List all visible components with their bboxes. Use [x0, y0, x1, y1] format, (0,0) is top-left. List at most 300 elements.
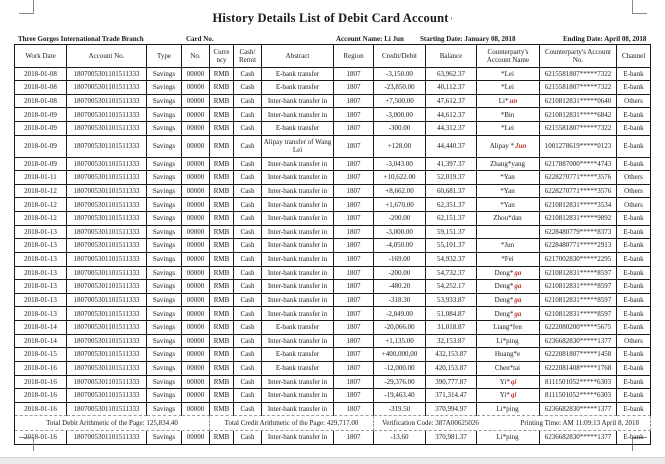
cell-cash-remit: Cash [234, 403, 262, 417]
red-annotation: qi [510, 377, 517, 386]
col-counterparty-account: Counterparty's Account No. [540, 45, 617, 68]
cell-counterparty-name: Li*ping [477, 335, 540, 349]
table-row [15, 158, 651, 172]
cell-type: Savings [147, 348, 182, 362]
cell-type: Savings [147, 431, 182, 445]
col-credit-debit: Credit/Debit [374, 45, 426, 68]
cell-balance: 47,612.37 [426, 95, 477, 109]
cell-work-date: 2018-01-15 [15, 348, 67, 362]
cell-counterparty-name: Huang*e [477, 348, 540, 362]
cell-currency: RMB [210, 321, 234, 335]
cell-cash-remit: Cash [234, 198, 262, 212]
table-row [15, 376, 651, 390]
cell-counterparty-account: 6228480771*****2913 [540, 239, 617, 253]
cell-account-no: 1807005301101511333 [67, 253, 147, 267]
cell-cash-remit: Cash [234, 376, 262, 390]
cell-currency: RMB [210, 212, 234, 226]
table-row [15, 122, 651, 136]
cell-cash-remit: Cash [234, 280, 262, 294]
table-row [15, 294, 651, 308]
cell-currency: RMB [210, 294, 234, 308]
cell-abstract: Inter-bank transfer in [262, 431, 334, 445]
cell-type: Savings [147, 95, 182, 109]
cell-account-no: 1807005301101511333 [67, 294, 147, 308]
cell-credit-debit: -480.20 [374, 280, 426, 294]
cell-counterparty-name: Alipay *Jun [477, 136, 540, 158]
card-no-label: Card No. [186, 35, 214, 43]
cell-work-date: 2018-01-13 [15, 267, 67, 281]
cell-credit-debit: +400,000,00 [374, 348, 426, 362]
cell-balance: 432,153.87 [426, 348, 477, 362]
cell-balance: 52,019.37 [426, 171, 477, 185]
cell-currency: RMB [210, 136, 234, 158]
cell-account-no: 1807005301101511333 [67, 307, 147, 321]
page-title: History Details List of Debit Card Account ı [0, 11, 665, 26]
cell-credit-debit: -19,463.40 [374, 389, 426, 403]
cell-account-no: 1807005301101511333 [67, 108, 147, 122]
cell-credit-debit: +8,662.00 [374, 185, 426, 199]
cell-account-no: 1807005301101511333 [67, 267, 147, 281]
cell-balance: 371,314.47 [426, 389, 477, 403]
cell-counterparty-name: Deng*ga [477, 307, 540, 321]
table-row [15, 321, 651, 335]
cell-no: 00000 [182, 239, 210, 253]
cell-region: 1807 [334, 376, 374, 390]
cell-no: 00000 [182, 376, 210, 390]
table-row [15, 136, 651, 158]
cell-cash-remit: Cash [234, 122, 262, 136]
cell-currency: RMB [210, 307, 234, 321]
red-annotation: ga [514, 282, 522, 291]
cell-credit-debit: +7,500.00 [374, 95, 426, 109]
cell-type: Savings [147, 158, 182, 172]
cell-no: 00000 [182, 68, 210, 82]
cell-region: 1807 [334, 362, 374, 376]
cell-credit-debit: -200.00 [374, 212, 426, 226]
cell-balance: 44,440.37 [426, 136, 477, 158]
col-cash-remit: Cash/ Remit [234, 45, 262, 68]
cell-no: 00000 [182, 321, 210, 335]
cell-channel: E-bank ı [617, 253, 651, 267]
text-boundary-corner-icon [19, 437, 34, 451]
cell-channel: E-bank ı [617, 280, 651, 294]
cell-account-no: 1807005301101511333 [67, 362, 147, 376]
cell-currency: RMB [210, 171, 234, 185]
cell-no: 00000 [182, 136, 210, 158]
red-annotation: ga [514, 295, 522, 304]
cell-balance: 54,252.17 [426, 280, 477, 294]
cell-abstract: Inter-bank transfer in [262, 294, 334, 308]
cell-account-no: 1807005301101511333 [67, 335, 147, 349]
cell-region: 1807 [334, 122, 374, 136]
cell-account-no: 1807005301101511333 [67, 226, 147, 240]
cell-counterparty-name: *Fei [477, 253, 540, 267]
cell-type: Savings [147, 81, 182, 95]
cell-channel: E-bank ı [617, 403, 651, 417]
cell-counterparty-name: Li*ping [477, 403, 540, 417]
cell-balance: 31,018.87 [426, 321, 477, 335]
cell-abstract: Inter-bank transfer in [262, 212, 334, 226]
cell-work-date: 2018-01-13 [15, 226, 67, 240]
cell-channel: E-bank ı [617, 362, 651, 376]
table-row [15, 335, 651, 349]
cell-currency: RMB [210, 122, 234, 136]
cell-counterparty-name: *Yan [477, 198, 540, 212]
cell-work-date: 2018-01-09 [15, 158, 67, 172]
table-row [15, 81, 651, 95]
cell-channel: E-bank ı [617, 122, 651, 136]
cell-no: 00000 [182, 389, 210, 403]
cell-work-date: 2018-01-12 [15, 185, 67, 199]
cell-counterparty-name: *Lei [477, 68, 540, 82]
cell-no: 00000 [182, 171, 210, 185]
cell-counterparty-name: Zhou*dan [477, 212, 540, 226]
cell-currency: RMB [210, 68, 234, 82]
account-name: Account Name: Li Jun [336, 35, 404, 43]
cell-currency: RMB [210, 389, 234, 403]
cell-channel: E-bank ı [617, 321, 651, 335]
cell-credit-debit: -3,150.00 [374, 68, 426, 82]
red-annotation: ga [514, 268, 522, 277]
ending-date: Ending Date: April 08, 2018 [563, 35, 647, 43]
cell-cash-remit: Cash [234, 348, 262, 362]
cell-region: 1807 [334, 108, 374, 122]
cell-counterparty-account: 6222080200*****5675 [540, 321, 617, 335]
red-annotation: Jun [515, 141, 527, 150]
cell-counterparty-account: 6215581807*****7322 [540, 68, 617, 82]
cell-no: 00000 [182, 403, 210, 417]
cell-abstract: Inter-bank transfer in [262, 253, 334, 267]
cell-currency: RMB [210, 185, 234, 199]
cell-balance: 40,112.37 [426, 81, 477, 95]
table-row [15, 431, 651, 445]
cell-cash-remit: Cash [234, 239, 262, 253]
cell-balance: 32,153.87 [426, 335, 477, 349]
cell-cash-remit: Cash [234, 253, 262, 267]
cell-counterparty-account: 1001278619*****0123 [540, 136, 617, 158]
table-row [15, 307, 651, 321]
red-annotation: un [509, 96, 518, 105]
printing-time: Printing Time: AM 11:09:13 April 8, 2018 [520, 419, 639, 428]
table-row [15, 267, 651, 281]
cell-cash-remit: Cash [234, 307, 262, 321]
cell-channel: E-bank ı [617, 431, 651, 445]
cell-account-no: 1807005301101511333 [67, 376, 147, 390]
cell-counterparty-account: 6236682830*****1377 [540, 431, 617, 445]
cell-balance: 53,933.87 [426, 294, 477, 308]
cell-channel: Others ı [617, 171, 651, 185]
cell-region: 1807 [334, 307, 374, 321]
cell-credit-debit: +1,670.00 [374, 198, 426, 212]
cell-cash-remit: Cash [234, 68, 262, 82]
cell-no: 00000 [182, 280, 210, 294]
cell-type: Savings [147, 307, 182, 321]
cell-account-no: 1807005301101511333 [67, 95, 147, 109]
cell-type: Savings [147, 198, 182, 212]
branch-name: Three Gorges International Trade Branch [18, 35, 144, 43]
cell-work-date: 2018-01-09 [15, 122, 67, 136]
cell-abstract: E-bank transfer [262, 362, 334, 376]
cell-balance: 55,101.37 [426, 239, 477, 253]
cell-type: Savings [147, 68, 182, 82]
cell-counterparty-account: 6228480779*****8373 [540, 226, 617, 240]
verification-code: Verification Code: 387A00625026 [382, 419, 479, 428]
cell-no: 00000 [182, 226, 210, 240]
page-totals-row [15, 416, 651, 431]
cell-region: 1807 [334, 81, 374, 95]
cell-abstract: E-bank transfer [262, 122, 334, 136]
cell-counterparty-name: Deng*ga [477, 294, 540, 308]
cell-account-no: 1807005301101511333 [67, 348, 147, 362]
cell-counterparty-account: 6236682830*****1377 [540, 335, 617, 349]
cell-currency: RMB [210, 431, 234, 445]
cell-cash-remit: Cash [234, 294, 262, 308]
cell-counterparty-account: 6210812831*****0640 [540, 95, 617, 109]
cell-region: 1807 [334, 389, 374, 403]
cell-abstract: Inter-bank transfer in [262, 95, 334, 109]
cell-counterparty-name: *Yan [477, 171, 540, 185]
statement-meta [0, 31, 665, 44]
cell-cash-remit: Cash [234, 95, 262, 109]
cell-account-no: 1807005301101511333 [67, 280, 147, 294]
red-annotation: qi [510, 391, 517, 400]
cell-work-date: 2018-01-16 [15, 403, 67, 417]
cell-work-date: 2018-01-16 [15, 362, 67, 376]
table-row [15, 239, 651, 253]
cell-type: Savings [147, 376, 182, 390]
cell-type: Savings [147, 403, 182, 417]
cell-channel: Others ı [617, 198, 651, 212]
cell-abstract: Inter-bank transfer in [262, 198, 334, 212]
cell-work-date: 2018-01-13 [15, 280, 67, 294]
cell-cash-remit: Cash [234, 185, 262, 199]
cell-counterparty-account: 6228270771*****3576 [540, 171, 617, 185]
cell-credit-debit: -169.00 [374, 253, 426, 267]
cell-channel: E-bank ı [617, 81, 651, 95]
header-row [15, 45, 651, 68]
cell-credit-debit: -12,000.00 [374, 362, 426, 376]
cell-no: 00000 [182, 307, 210, 321]
cell-currency: RMB [210, 95, 234, 109]
cell-work-date: 2018-01-12 [15, 198, 67, 212]
cell-region: 1807 [334, 294, 374, 308]
cell-abstract: Inter-bank transfer in [262, 108, 334, 122]
cell-currency: RMB [210, 362, 234, 376]
table-row [15, 198, 651, 212]
cell-channel: E-bank ı [617, 158, 651, 172]
cell-counterparty-name: Deng*ga [477, 267, 540, 281]
cell-counterparty-account: 6222081408*****1768 [540, 362, 617, 376]
cell-counterparty-account: 6228270771*****3576 [540, 185, 617, 199]
cell-no: 00000 [182, 198, 210, 212]
cell-no: 00000 [182, 267, 210, 281]
col-abstract: Abstract [262, 45, 334, 68]
cell-currency: RMB [210, 81, 234, 95]
cell-counterparty-name: Li*un [477, 95, 540, 109]
cell-no: 00000 [182, 253, 210, 267]
cell-currency: RMB [210, 253, 234, 267]
col-account-no: Account No. [67, 45, 147, 68]
cell-work-date: 2018-01-08 [15, 81, 67, 95]
cell-abstract: Inter-bank transfer in [262, 158, 334, 172]
table-row [15, 68, 651, 82]
total-credit: Total Credit Arithmetic of the Page: 429,717.00 [210, 416, 374, 431]
table-row [15, 226, 651, 240]
cell-balance: 60,681.37 [426, 185, 477, 199]
cell-balance: 44,612.37 [426, 108, 477, 122]
cell-counterparty-name: Yi*qi [477, 376, 540, 390]
cell-cash-remit: Cash [234, 108, 262, 122]
cell-balance: 54,732.37 [426, 267, 477, 281]
cell-account-no: 1807005301101511333 [67, 185, 147, 199]
cell-balance: 63,962.37 [426, 68, 477, 82]
cell-region: 1807 [334, 68, 374, 82]
cell-counterparty-name: Liang*fen [477, 321, 540, 335]
cell-region: 1807 [334, 171, 374, 185]
cell-account-no: 1807005301101511333 [67, 239, 147, 253]
cell-counterparty-account: 6215581807*****7322 [540, 122, 617, 136]
cell-counterparty-account: 6217887000*****4743 [540, 158, 617, 172]
cell-counterparty-account: 6210812831*****8597 [540, 267, 617, 281]
cell-currency: RMB [210, 226, 234, 240]
cell-account-no: 1807005301101511333 [67, 158, 147, 172]
cell-counterparty-account: 6236682830*****1377 [540, 403, 617, 417]
cell-credit-debit: -318.30 [374, 294, 426, 308]
cell-counterparty-account: 8111501052*****6303 [540, 376, 617, 390]
cell-credit-debit: -319.50 [374, 403, 426, 417]
cell-credit-debit: -20,066.00 [374, 321, 426, 335]
cell-counterparty-account: 6210812831*****8597 [540, 280, 617, 294]
cell-abstract: Inter-bank transfer in [262, 185, 334, 199]
cell-account-no: 1807005301101511333 [67, 212, 147, 226]
cell-account-no: 1807005301101511333 [67, 389, 147, 403]
cell-channel: E-bank ı [617, 68, 651, 82]
cell-credit-debit: -3,043.00 [374, 158, 426, 172]
cell-counterparty-account: 8111501052*****6303 [540, 389, 617, 403]
cell-channel: E-bank ı [617, 294, 651, 308]
cell-channel: E-bank ı [617, 239, 651, 253]
cell-counterparty-name: Li*ping [477, 431, 540, 445]
cell-balance: 41,397.37 [426, 158, 477, 172]
col-currency: Curre ncy [210, 45, 234, 68]
cell-no: 00000 [182, 362, 210, 376]
table-row [15, 95, 651, 109]
cell-region: 1807 [334, 239, 374, 253]
cell-counterparty-name: Deng*ga [477, 280, 540, 294]
col-balance: Balance [426, 45, 477, 68]
cell-channel: Others ı [617, 335, 651, 349]
cell-cash-remit: Cash [234, 431, 262, 445]
cell-no: 00000 [182, 335, 210, 349]
cell-work-date: 2018-01-12 [15, 212, 67, 226]
cell-account-no: 1807005301101511333 [67, 171, 147, 185]
col-channel: Channel ı [617, 45, 651, 68]
cell-account-no: 1807005301101511333 [67, 431, 147, 445]
cell-abstract: E-bank transfer [262, 81, 334, 95]
cell-type: Savings [147, 362, 182, 376]
cell-abstract: E-bank transfer [262, 348, 334, 362]
cell-no: 00000 [182, 212, 210, 226]
cell-region: 1807 [334, 136, 374, 158]
cell-no: 00000 [182, 95, 210, 109]
table-row [15, 171, 651, 185]
cell-abstract: Inter-bank transfer in [262, 226, 334, 240]
cell-currency: RMB [210, 267, 234, 281]
cell-work-date: 2018-01-09 [15, 136, 67, 158]
history-table [14, 44, 651, 445]
cell-type: Savings [147, 226, 182, 240]
cell-balance: 54,932.37 [426, 253, 477, 267]
cell-balance: 390,777.87 [426, 376, 477, 390]
cell-counterparty-name: Chen*tai [477, 362, 540, 376]
cell-type: Savings [147, 122, 182, 136]
cell-channel: Others ı [617, 185, 651, 199]
cell-credit-debit: -29,376.00 [374, 376, 426, 390]
cell-abstract: Inter-bank transfer in [262, 239, 334, 253]
cell-counterparty-account: 6210812831*****9892 [540, 212, 617, 226]
cell-currency: RMB [210, 198, 234, 212]
cell-counterparty-account: 6215581807*****7322 [540, 81, 617, 95]
cell-abstract: Inter-bank transfer in [262, 307, 334, 321]
cell-account-no: 1807005301101511333 [67, 198, 147, 212]
cell-balance: 370,994.97 [426, 403, 477, 417]
cell-region: 1807 [334, 431, 374, 445]
cell-type: Savings [147, 280, 182, 294]
col-no: No. [182, 45, 210, 68]
col-type: Type [147, 45, 182, 68]
cell-counterparty-name: *Bin [477, 108, 540, 122]
cell-work-date: 2018-01-13 [15, 294, 67, 308]
cell-credit-debit: -2,849.00 [374, 307, 426, 321]
cell-no: 00000 [182, 81, 210, 95]
cell-currency: RMB [210, 376, 234, 390]
cell-counterparty-name: *Jun [477, 239, 540, 253]
table-row [15, 185, 651, 199]
cell-work-date: 2018-01-13 [15, 253, 67, 267]
cell-region: 1807 [334, 198, 374, 212]
table-row [15, 280, 651, 294]
cell-channel: E-bank ı [617, 136, 651, 158]
cell-channel: Others ı [617, 95, 651, 109]
table-row [15, 348, 651, 362]
cell-type: Savings [147, 253, 182, 267]
cell-abstract: Inter-bank transfer in [262, 267, 334, 281]
cell-counterparty-account: 6210812831*****6842 [540, 108, 617, 122]
red-annotation: ga [514, 309, 522, 318]
cell-account-no: 1807005301101511333 [67, 136, 147, 158]
cell-type: Savings [147, 136, 182, 158]
cell-counterparty-account: 6210812831*****8597 [540, 307, 617, 321]
cell-account-no: 1807005301101511333 [67, 81, 147, 95]
cell-channel: E-bank ı [617, 226, 651, 240]
cell-type: Savings [147, 335, 182, 349]
cell-balance: 62,151.37 [426, 212, 477, 226]
page-edge-band [0, 457, 665, 464]
cell-abstract: Inter-bank transfer in [262, 171, 334, 185]
cell-counterparty-name: Yi*qi [477, 389, 540, 403]
cell-type: Savings [147, 294, 182, 308]
table-row [15, 108, 651, 122]
col-work-date: Work Date [15, 45, 67, 68]
cell-balance: 44,312.37 [426, 122, 477, 136]
cell-no: 00000 [182, 348, 210, 362]
cell-work-date: 2018-01-14 [15, 321, 67, 335]
cell-channel: E-bank ı [617, 376, 651, 390]
cell-region: 1807 [334, 267, 374, 281]
cell-abstract: E-bank transfer [262, 68, 334, 82]
cell-currency: RMB [210, 108, 234, 122]
cell-abstract: Inter-bank transfer in [262, 389, 334, 403]
